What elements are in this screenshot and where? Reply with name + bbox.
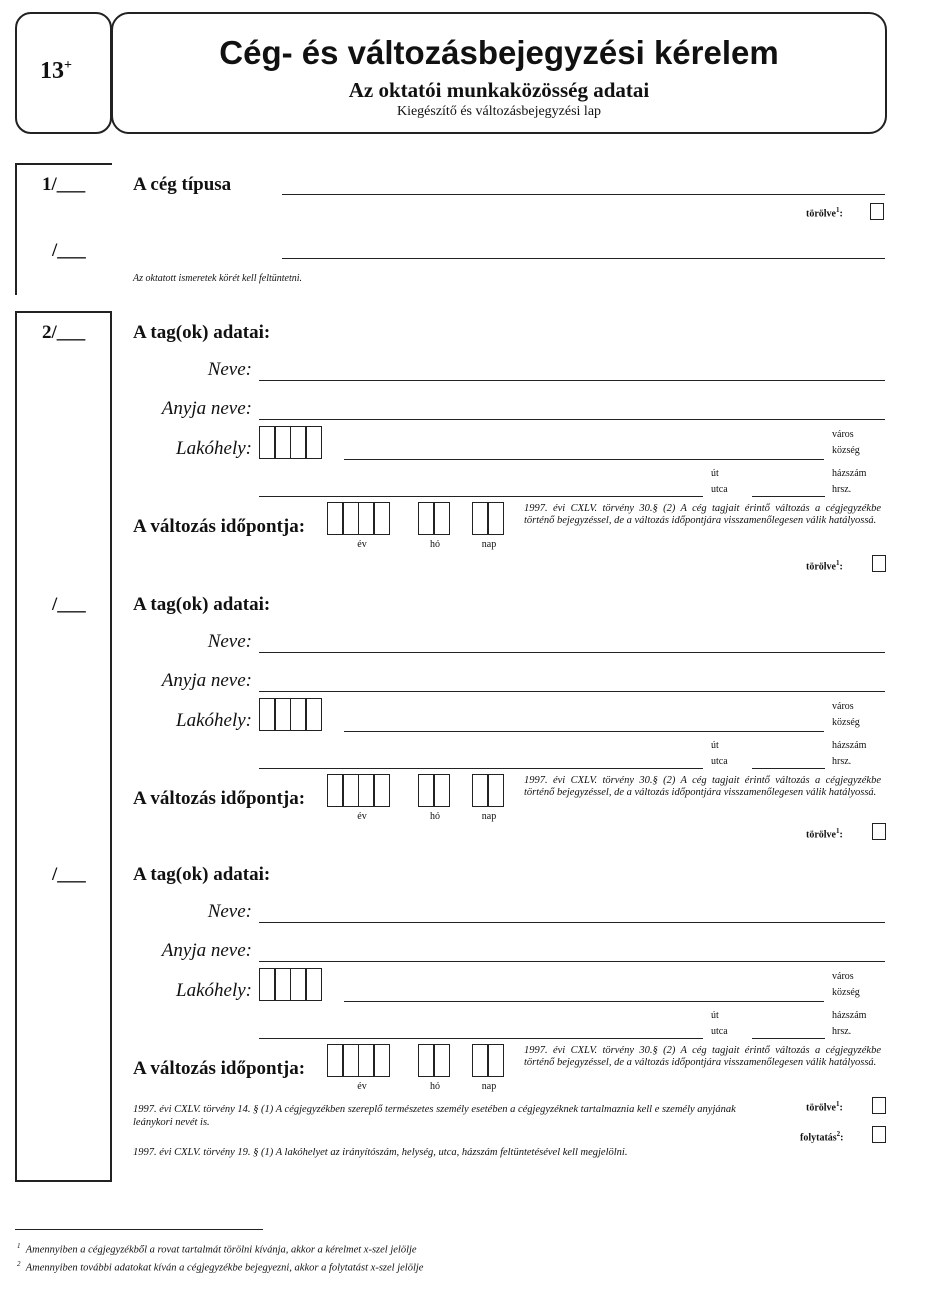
residence-label: Lakóhely: (176, 980, 252, 1001)
change-date-label: A változás időpontja: (133, 1058, 306, 1079)
footnote-1 (17, 1242, 417, 1256)
day-label: nap (481, 539, 497, 550)
street-label-1: út (711, 1010, 719, 1021)
footnote-2 (17, 1260, 423, 1274)
city-label: város (832, 701, 854, 712)
section2-number-box (15, 311, 112, 1182)
name-field[interactable] (259, 922, 885, 923)
street-label-2: utca (711, 1026, 728, 1037)
year-cells[interactable] (327, 774, 389, 807)
change-date-label: A változás időpontja: (133, 788, 306, 809)
member-deleted-sup: 1 (836, 559, 840, 567)
section1-note: Az oktatott ismeretek körét kell feltüntetni. (133, 273, 303, 284)
postcode-cell[interactable] (305, 968, 322, 1001)
final-deleted-text: törölve (806, 1102, 836, 1114)
year-label: év (357, 539, 367, 550)
village-label: község (832, 987, 860, 998)
residence-label: Lakóhely: (176, 710, 252, 731)
city-field[interactable] (344, 1001, 824, 1002)
house-label-1: házszám (832, 740, 867, 751)
street-field[interactable] (259, 496, 703, 497)
section1-deleted-text: törölve (806, 208, 836, 220)
year-cells[interactable] (327, 1044, 389, 1077)
member-deleted-checkbox[interactable] (872, 823, 886, 840)
member-deleted-label: törölve$^1$: (806, 559, 843, 573)
street-label-1: út (711, 740, 719, 751)
member-deleted-sup: 1 (836, 827, 840, 835)
footnote-2-num: 2 (17, 1260, 21, 1268)
residence-label: Lakóhely: (176, 438, 252, 459)
continue-text: folytatás (800, 1132, 837, 1144)
day-cell[interactable] (487, 774, 504, 807)
street-label-1: út (711, 468, 719, 479)
month-cells[interactable] (418, 774, 449, 807)
mother-name-label: Anyja neve: (161, 670, 252, 691)
footnote-2-text: Amennyiben további adatokat kíván a cégjegyzékbe bejegyezni, akkor a folytatást x-szel jelölje (25, 1262, 424, 1274)
footnote-1-num: 1 (17, 1242, 21, 1250)
law-note: 1997. évi CXLV. törvény 30.§ (2) A cég tagjait érintő változás a cégjegyzékbe történő bejegyzéssel, de a változás időpontjára visszamenőlegesen válik hatályossá. (524, 1045, 881, 1068)
year-label: év (357, 1081, 367, 1092)
year-label: év (357, 811, 367, 822)
member-deleted-checkbox[interactable] (872, 555, 886, 572)
street-label-2: utca (711, 756, 728, 767)
postcode-cells[interactable] (259, 426, 321, 459)
continue-label: folytatás$^2$: (800, 1130, 844, 1144)
section1-row-label: 1/___ (42, 174, 86, 195)
house-label-1: házszám (832, 1010, 867, 1021)
day-label: nap (481, 1081, 497, 1092)
year-cell[interactable] (373, 502, 390, 535)
house-label-1: házszám (832, 468, 867, 479)
member-row-label: /___ (52, 864, 86, 885)
street-field[interactable] (259, 1038, 703, 1039)
law-note: 1997. évi CXLV. törvény 30.§ (2) A cég tagjait érintő változás a cégjegyzékbe történő bejegyzéssel, de a változás időpontjára visszamenőlegesen válik hatályossá. (524, 775, 881, 798)
member-deleted-text: törölve (806, 829, 836, 841)
company-type-line-2[interactable] (282, 258, 885, 259)
day-label: nap (481, 811, 497, 822)
month-cells[interactable] (418, 502, 449, 535)
form-number-sup: + (64, 58, 72, 73)
house-number-field[interactable] (752, 1038, 825, 1039)
name-label: Neve: (207, 631, 252, 652)
month-cell[interactable] (433, 1044, 450, 1077)
house-label-2: hrsz. (832, 756, 852, 767)
month-cell[interactable] (433, 774, 450, 807)
street-field[interactable] (259, 768, 703, 769)
section1-deleted-label: törölve$^1$: (806, 206, 843, 220)
page-title: Cég- és változásbejegyzési kérelem (219, 34, 779, 71)
form-number (40, 58, 72, 85)
postcode-cell[interactable] (305, 426, 322, 459)
year-cells[interactable] (327, 502, 389, 535)
final-deleted-sup: 1 (836, 1100, 840, 1108)
company-type-line[interactable] (282, 194, 885, 195)
final-deleted-label: törölve$^1$: (806, 1100, 843, 1114)
continue-checkbox[interactable] (872, 1126, 886, 1143)
house-label-2: hrsz. (832, 484, 852, 495)
name-field[interactable] (259, 380, 885, 381)
member-deleted-text: törölve (806, 561, 836, 573)
village-label: község (832, 445, 860, 456)
law-note: 1997. évi CXLV. törvény 30.§ (2) A cég tagjait érintő változás a cégjegyzékbe történő bejegyzéssel, de a változás időpontjára visszamenőlegesen válik hatályossá. (524, 503, 881, 526)
day-cells[interactable] (472, 774, 503, 807)
page-subtitle: Az oktatói munkaközösség adatai (348, 78, 650, 102)
month-cells[interactable] (418, 1044, 449, 1077)
day-cells[interactable] (472, 1044, 503, 1077)
final-deleted-checkbox[interactable] (872, 1097, 886, 1114)
month-label: hó (430, 539, 440, 550)
footnote-divider (15, 1229, 263, 1230)
form-number-text: 13 (40, 58, 64, 84)
change-date-label: A változás időpontja: (133, 516, 306, 537)
mother-name-label: Anyja neve: (161, 940, 252, 961)
name-field[interactable] (259, 652, 885, 653)
member-heading: A tag(ok) adatai: (133, 594, 271, 615)
house-label-2: hrsz. (832, 1026, 852, 1037)
page-subsubtitle: Kiegészítő és változásbejegyzési lap (396, 104, 602, 119)
city-field[interactable] (344, 731, 824, 732)
member-heading: A tag(ok) adatai: (133, 864, 271, 885)
mother-name-field[interactable] (259, 419, 885, 420)
city-label: város (832, 429, 854, 440)
company-type-label: A cég típusa (133, 174, 232, 195)
street-label-2: utca (711, 484, 728, 495)
section1-deleted-sup: 1 (836, 206, 840, 214)
day-cell[interactable] (487, 1044, 504, 1077)
month-label: hó (430, 1081, 440, 1092)
section2-row-label: 2/___ (42, 322, 86, 343)
month-cell[interactable] (433, 502, 450, 535)
year-cell[interactable] (373, 1044, 390, 1077)
name-label: Neve: (207, 901, 252, 922)
year-cell[interactable] (373, 774, 390, 807)
day-cell[interactable] (487, 502, 504, 535)
mother-name-label: Anyja neve: (161, 398, 252, 419)
member-deleted-label: törölve$^1$: (806, 827, 843, 841)
member-row-label: /___ (52, 594, 86, 615)
footnote-1-text: Amennyiben a cégjegyzékből a rovat tartalmát törölni kívánja, akkor a kérelmet x-szel jelölje (25, 1244, 417, 1256)
member-heading: A tag(ok) adatai: (133, 322, 271, 343)
village-label: község (832, 717, 860, 728)
city-field[interactable] (344, 459, 824, 460)
postcode-cells[interactable] (259, 698, 321, 731)
month-label: hó (430, 811, 440, 822)
section1-deleted-checkbox[interactable] (870, 203, 884, 220)
postcode-cell[interactable] (305, 698, 322, 731)
day-cells[interactable] (472, 502, 503, 535)
house-number-field[interactable] (752, 496, 825, 497)
mother-name-field[interactable] (259, 961, 885, 962)
city-label: város (832, 971, 854, 982)
bottom-note-2: 1997. évi CXLV. törvény 19. § (1) A lakóhelyet az irányítószám, helység, utca, házszám feltüntetésével kell megjelölni. (133, 1147, 628, 1158)
house-number-field[interactable] (752, 768, 825, 769)
mother-name-field[interactable] (259, 691, 885, 692)
continue-sup: 2 (836, 1130, 841, 1138)
bottom-note-1: 1997. évi CXLV. törvény 14. § (1) A cégjegyzékben szereplő természetes személy esetében a cégjegyzéknek tartalmaznia kell e személy anyjának leánykori nevét is. (133, 1104, 736, 1128)
postcode-cells[interactable] (259, 968, 321, 1001)
name-label: Neve: (207, 359, 252, 380)
section1-row-label-2: /___ (52, 240, 86, 261)
